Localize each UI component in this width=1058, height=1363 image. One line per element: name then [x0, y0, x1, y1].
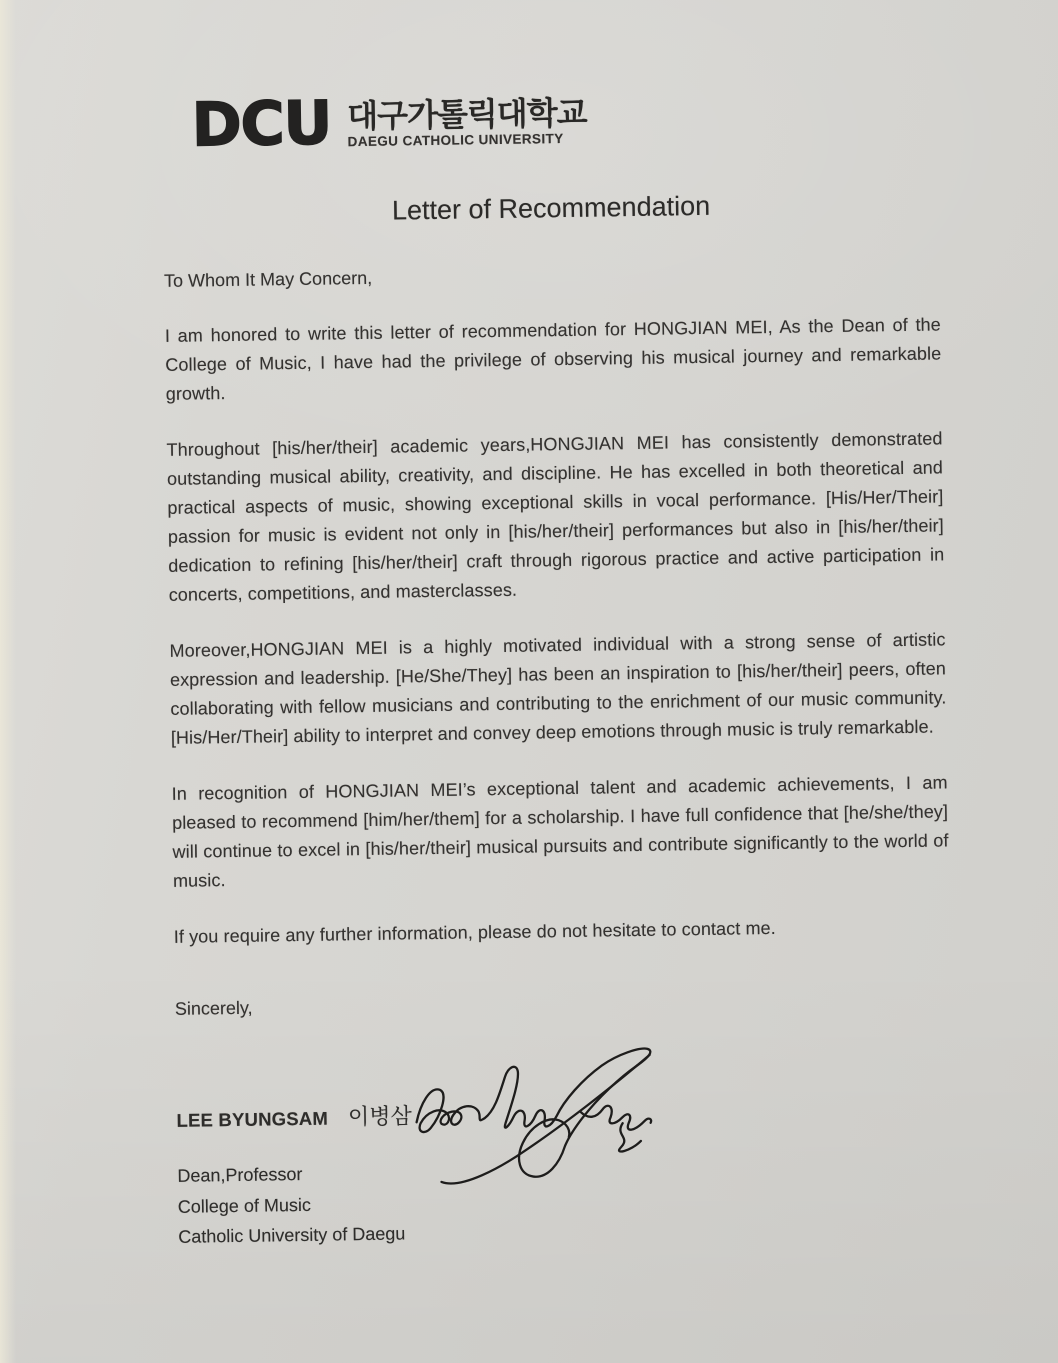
paragraph-motivation: Moreover,HONGJIAN MEI is a highly motivated individual with a strong sense of artistic expression and leadership. [He/She/They] has been an inspiration to [his/her/their] peers, often collaborating with fellow musicians and contributing to the enrichment of our music community. [His/Her/Their] ability to interpret and convey deep emotions through music is truly remarkable. — [169, 629, 947, 748]
paragraph-recommendation: In recognition of HONGJIAN MEI’s exceptional talent and academic achievements, I am pleased to recommend [him/her/them] for a scholarship. I have full confidence that [he/she/they] will continue to excel in [his/her/their] musical pursuits and contribute significantly to the world of music. — [171, 772, 949, 891]
paragraph-academic-years: Throughout [his/her/their] academic years,HONGJIAN MEI has consistently demonstrated outstanding musical ability, creativity, and discipline. He has excelled in both theoretical and practical aspects of music, showing exceptional skills in vocal performance. [His/Her/Their] passion for music is evident not only in [his/her/their] performances but also in [his/her/their] dedication to refining [his/her/their] craft through rigorous practice and active participation in concerts, competitions, and masterclasses. — [166, 428, 945, 605]
signer-titles — [177, 1149, 954, 1252]
signer-name-korean: 이병삼 — [347, 1103, 412, 1130]
dcu-logo-acronym: DCU — [191, 88, 332, 161]
salutation: To Whom It May Concern, — [163, 267, 373, 291]
closing: Sincerely, — [174, 997, 253, 1019]
signer-name-english: LEE BYUNGSAM — [176, 1107, 329, 1131]
signature-row — [176, 1091, 952, 1133]
letterhead — [191, 85, 938, 161]
signer-title-dean: Dean,Professor — [177, 1163, 303, 1186]
university-name-english: DAEGU CATHOLIC UNIVERSITY — [347, 130, 564, 150]
university-logo — [191, 85, 938, 161]
signer-title-college: College of Music — [177, 1194, 312, 1217]
letter-title: Letter of Recommendation — [391, 190, 711, 226]
university-name-korean: 대구가톨릭대학교 — [346, 94, 587, 135]
signer-title-university: Catholic University of Daegu — [178, 1223, 406, 1247]
paragraph-intro: I am honored to write this letter of recommendation for HONGJIAN MEI, As the Dean of the College of Music, I have had the privilege of observing his musical journey and remarkable growth. — [164, 314, 942, 404]
paragraph-contact: If you require any further information, please do not hesitate to contact me. — [173, 917, 776, 947]
university-name-block — [347, 91, 587, 150]
